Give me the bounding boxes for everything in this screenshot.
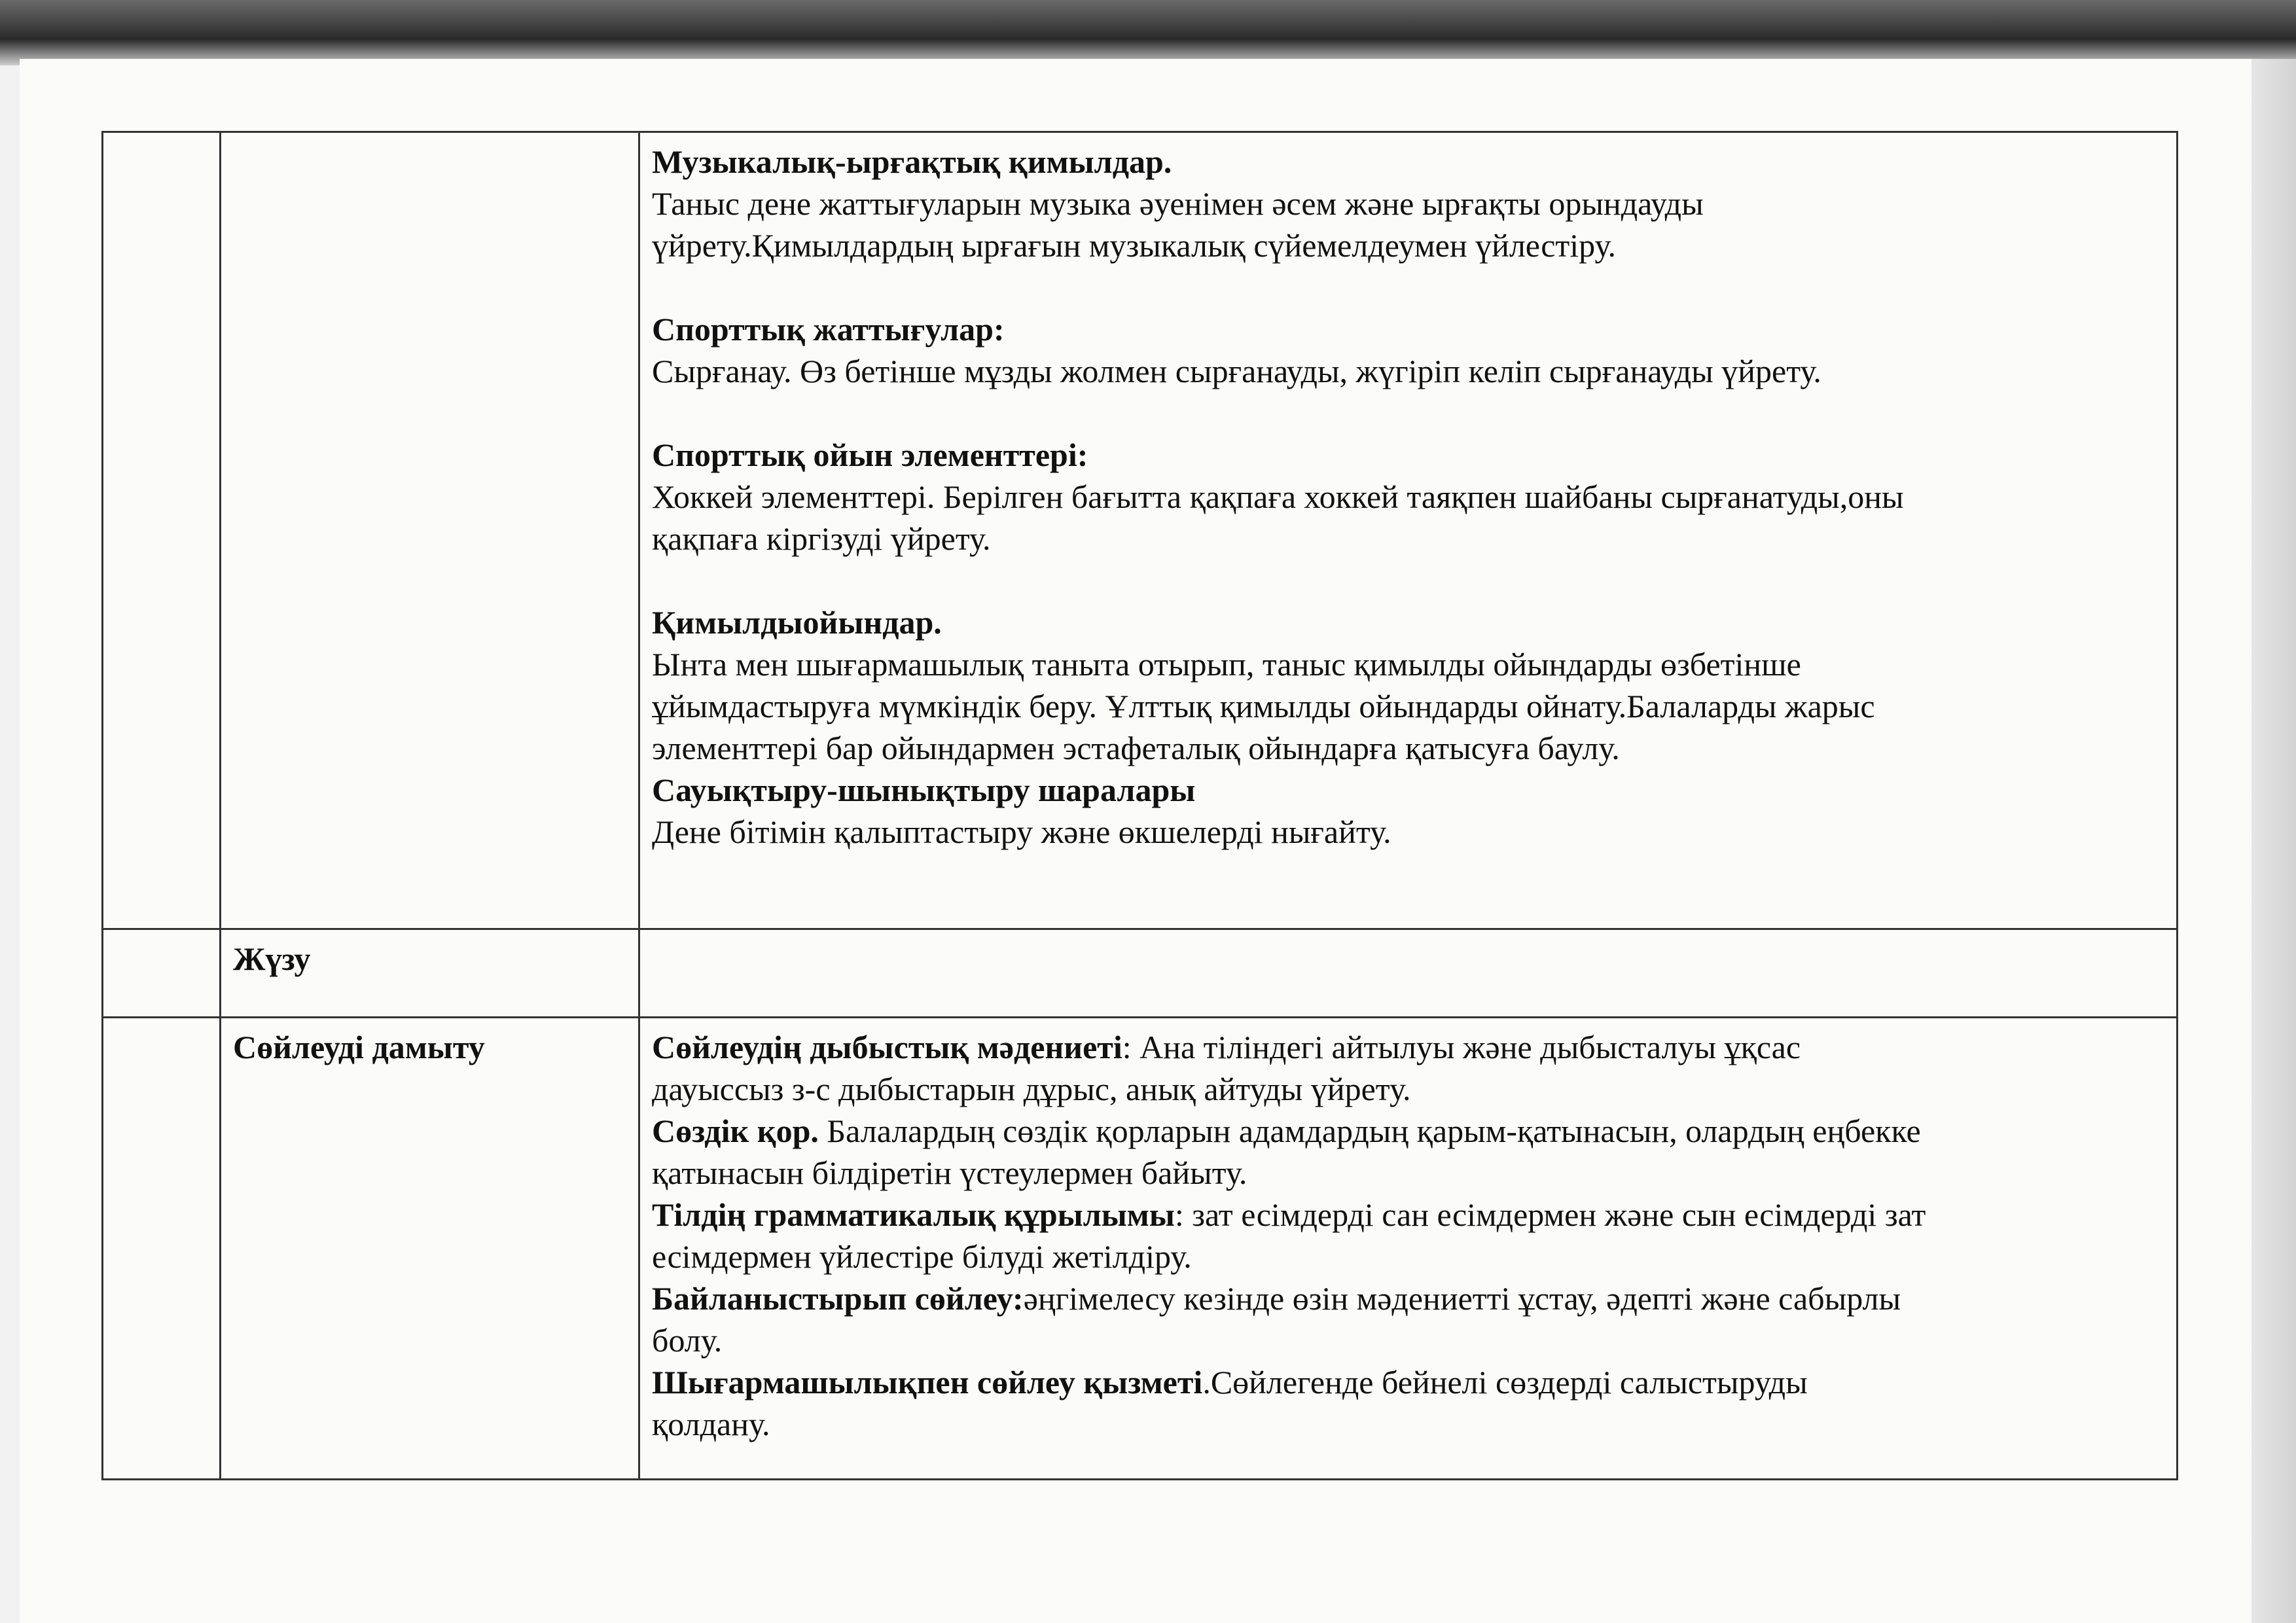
item-continuation: қолдану. [652, 1406, 770, 1442]
item-continuation: қатынасын білдіретін үстеулермен байыту. [652, 1154, 1247, 1191]
table-row [103, 1018, 2178, 1480]
section-line: Ынта мен шығармашылық таныта отырып, таныс қимылды ойындарды өзбетінше [652, 646, 1801, 683]
speech-item [652, 1110, 2164, 1194]
section-line: Таныс дене жаттығуларын музыка әуенімен әсем және ырғақты орындауды [652, 185, 1704, 222]
section-line: Хоккей элементтері. Берілген бағытта қақпаға хоккей таяқпен шайбаны сырғанатуды,оны [652, 478, 1904, 515]
blank-cell [103, 1018, 221, 1480]
table-row [103, 929, 2178, 1018]
item-heading: Сөйлеудің дыбыстық мәдениеті [652, 1029, 1122, 1065]
blank-cell [103, 929, 221, 1018]
blank-cell [103, 132, 221, 929]
item-text: әңгімелесу кезінде өзін мәдениетті ұстау, әдепті және сабырлы [1023, 1280, 1901, 1317]
item-heading: Сөздік қор. [652, 1113, 819, 1149]
section-line: үйрету.Қимылдардың ырғағын музыкалық сүйемелдеумен үйлестіру. [652, 227, 1616, 264]
section-line: ұйымдастыруға мүмкіндік беру. Ұлттық қимылды ойындарды ойнату.Балаларды жарыс [652, 688, 1875, 724]
speech-development-content [639, 1018, 2178, 1480]
section-heading: Спорттық ойын элементтері: [652, 437, 1088, 473]
item-heading: Тілдің грамматикалық құрылымы [652, 1196, 1175, 1233]
item-continuation: болу. [652, 1322, 723, 1359]
item-continuation: дауыссыз з-с дыбыстарын дұрыс, анық айтуды үйрету. [652, 1071, 1411, 1107]
row-label-swimming: Жүзу [221, 929, 639, 1018]
section-line: қақпаға кіргізуді үйрету. [652, 520, 991, 557]
item-text: .Сөйлегенде бейнелі сөздерді салыстыруды [1202, 1364, 1808, 1400]
section-music-rhythm [652, 141, 2164, 266]
table-row [103, 132, 2178, 929]
page-right-edge [2251, 59, 2296, 1623]
item-heading: Шығармашылықпен сөйлеу қызметі [652, 1364, 1203, 1400]
section-line: Сырғанау. Өз бетінше мұзды жолмен сырғанауды, жүгіріп келіп сырғанауды үйрету. [652, 353, 1821, 389]
row-label-speech: Сөйлеуді дамыту [221, 1018, 639, 1480]
section-heading: Сауықтыру-шынықтыру шаралары [652, 772, 1196, 808]
item-text: : зат есімдерді сан есімдермен және сын есімдерді зат [1174, 1196, 1926, 1233]
row-label [221, 132, 639, 929]
physical-education-content [639, 132, 2178, 929]
speech-item [652, 1361, 2164, 1445]
speech-item [652, 1277, 2164, 1361]
scanner-top-edge [0, 0, 2296, 65]
speech-item [652, 1194, 2164, 1277]
curriculum-table [101, 131, 2178, 1480]
section-line: Дене бітімін қалыптастыру және өкшелерді нығайту. [652, 813, 1391, 850]
swimming-content [639, 929, 2178, 1018]
section-heading: Қимылдыойындар. [652, 604, 942, 641]
section-line: элементтері бар ойындармен эстафеталық ойындарға қатысуға баулу. [652, 730, 1620, 766]
item-text: : Ана тіліндегі айтылуы және дыбысталуы ұқсас [1122, 1029, 1801, 1065]
item-continuation: есімдермен үйлестіре білуді жетілдіру. [652, 1238, 1192, 1275]
speech-item [652, 1026, 2164, 1110]
section-active-games [652, 601, 2164, 769]
item-text: Балалардың сөздік қорларын адамдардың қарым-қатынасын, олардың еңбекке [818, 1113, 1921, 1149]
item-heading: Байланыстырып сөйлеу: [652, 1280, 1024, 1317]
section-sport-game-elements [652, 434, 2164, 560]
section-sport-exercises [652, 308, 2164, 392]
section-heading: Музыкалық-ырғақтық қимылдар. [652, 143, 1172, 180]
section-heading: Спорттық жаттығулар: [652, 311, 1005, 348]
section-health-activities [652, 769, 2164, 853]
